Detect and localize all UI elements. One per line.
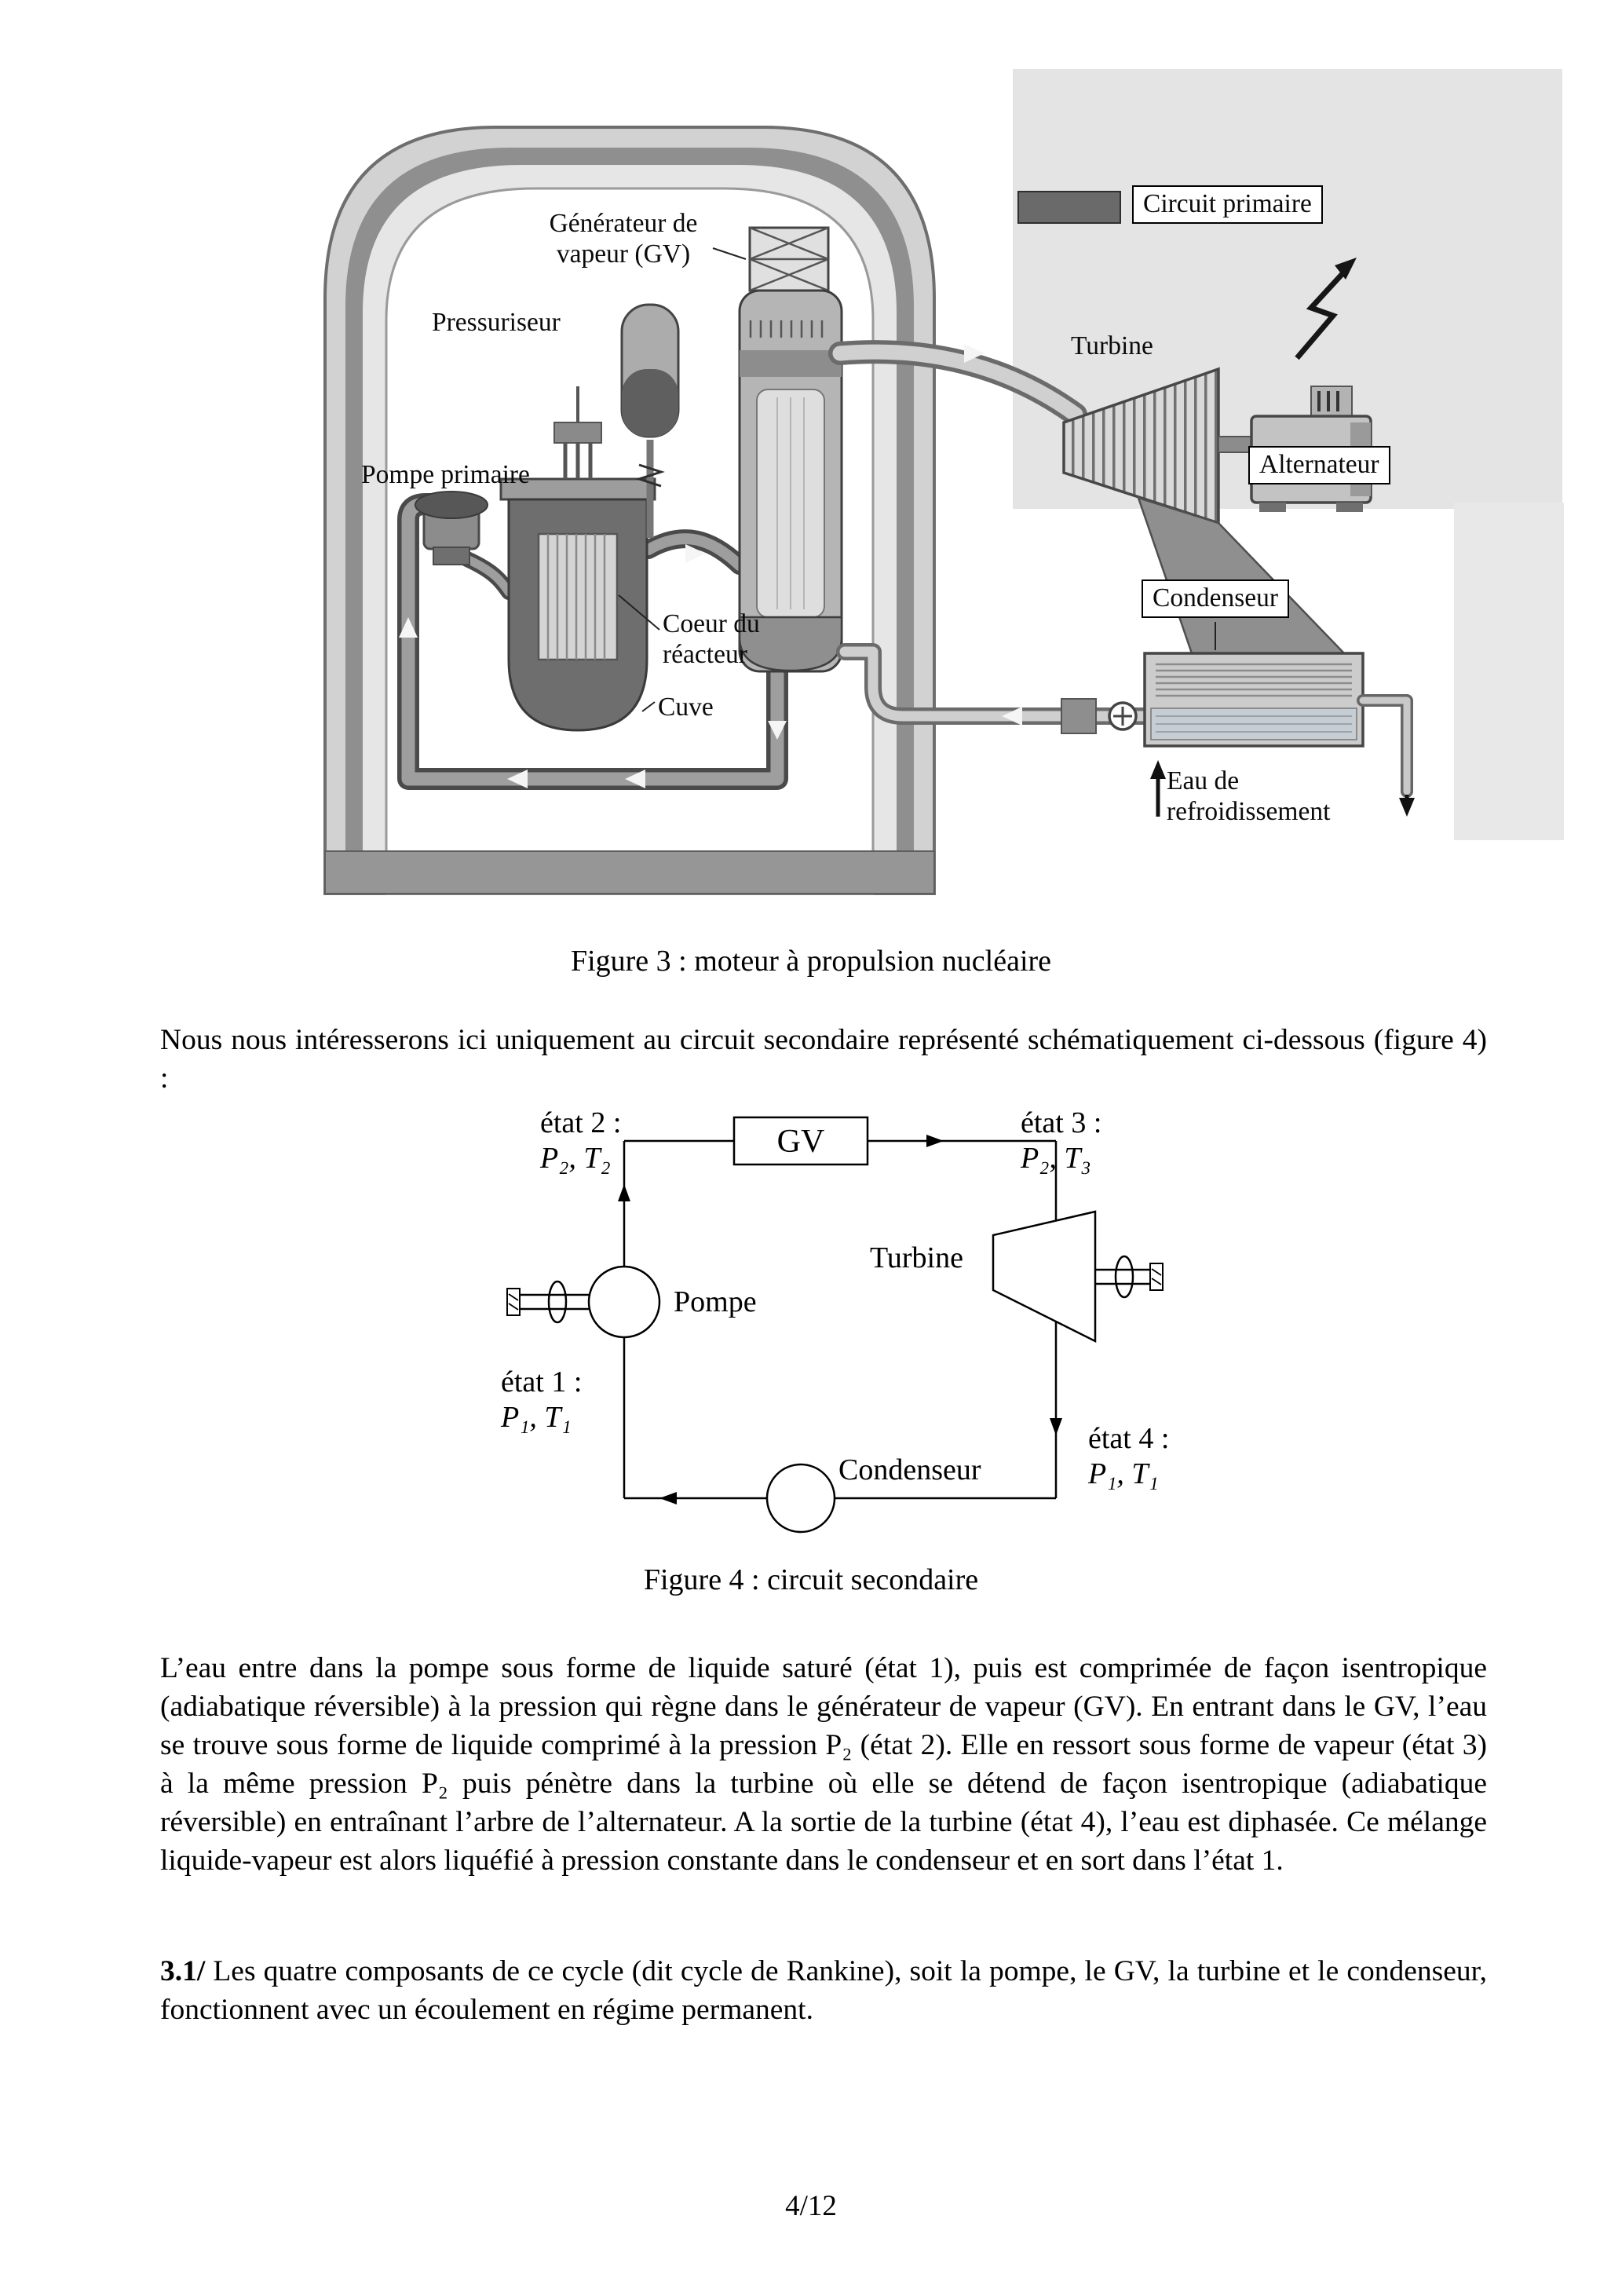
lightning-arrow bbox=[1297, 258, 1357, 358]
gv-box bbox=[734, 1117, 868, 1164]
label-line: P₂, T₃ bbox=[1021, 1141, 1091, 1175]
label-line: Eau de bbox=[1167, 766, 1240, 795]
rotation-arrow bbox=[1116, 1256, 1133, 1297]
section-number: 3.1/ bbox=[160, 1954, 206, 1987]
label-vessel: Cuve bbox=[658, 693, 714, 722]
label-state-1 bbox=[501, 1365, 582, 1435]
label-line: état 2 : bbox=[540, 1106, 622, 1139]
label-line: état 1 : bbox=[501, 1366, 583, 1398]
label-line: état 4 : bbox=[1088, 1422, 1170, 1455]
cooling-water-pipes bbox=[1363, 700, 1407, 792]
label-line: refroidissement bbox=[1167, 796, 1331, 826]
label-line: P₂, T₂ bbox=[540, 1141, 611, 1175]
body-paragraph: L’eau entre dans la pompe sous forme de liquide saturé (état 1), puis est comprimée de façon isentropique (adiabatique réversible) à la pression qui règne dans le générateur de vapeur (GV). En entrant dans le GV, l’eau se trouve sous forme de liquide comprimé à la pression P₂ (état 2). Elle en ressort sous forme de vapeur (état 3) à la même pression P₂ puis pénètre dans la turbine où elle se détend de façon isentropique (adiabatique réversible) en entraînant l’arbre de l’alternateur. A la sortie de la turbine (état 4), l’eau est diphasée. Ce mélange liquide-vapeur est alors liquéfié à pression constante dans le condenseur et en sort dans l’état 1. bbox=[160, 1651, 1487, 1877]
rotation-arrow bbox=[549, 1281, 566, 1322]
label-condenser: Condenseur bbox=[838, 1453, 981, 1486]
label-condenser: Condenseur bbox=[1142, 579, 1289, 618]
pump-symbol bbox=[507, 1267, 659, 1337]
label-reactor-core bbox=[663, 609, 760, 671]
figure4-caption: Figure 4 : circuit secondaire bbox=[643, 1563, 979, 1596]
figure4-diagram bbox=[440, 1106, 1193, 1559]
label-line: Générateur de bbox=[549, 209, 698, 238]
exhaust-duct bbox=[1138, 498, 1344, 653]
label-line: Coeur du bbox=[663, 609, 760, 638]
turbine-symbol bbox=[993, 1212, 1163, 1341]
intro-paragraph: Nous nous intéresserons ici uniquement au circuit secondaire représenté schématiquement ci-dessous (figure 4) : bbox=[160, 1023, 1487, 1095]
gv-box-label: GV bbox=[776, 1124, 825, 1160]
label-state-2 bbox=[540, 1106, 621, 1176]
section-text: Les quatre composants de ce cycle (dit cycle de Rankine), soit la pompe, le GV, la turbine et le condenseur, fonctionnent avec un écoulement en régime permanent. bbox=[160, 1954, 1487, 2026]
legend-swatch-primary-circuit bbox=[1018, 192, 1120, 223]
label-line: P₁, T₁ bbox=[501, 1400, 572, 1434]
turbine-shaft bbox=[1218, 437, 1251, 452]
containment-floor bbox=[325, 851, 934, 894]
condenser-symbol bbox=[767, 1464, 835, 1532]
label-pressurizer: Pressuriseur bbox=[432, 308, 561, 337]
label-steam-generator bbox=[534, 209, 713, 270]
reactor-core bbox=[539, 534, 617, 660]
label-line: état 3 : bbox=[1021, 1106, 1102, 1139]
label-cooling-water bbox=[1167, 766, 1330, 828]
label-turbine: Turbine bbox=[1071, 331, 1153, 360]
condenser-box bbox=[1145, 653, 1383, 746]
label-state-4 bbox=[1088, 1421, 1169, 1492]
label-line: réacteur bbox=[663, 639, 747, 669]
figure3-diagram bbox=[306, 110, 1452, 927]
turbine-shape bbox=[1064, 369, 1251, 523]
label-line: P₁, T₁ bbox=[1088, 1457, 1159, 1490]
pump-shaft bbox=[507, 1281, 589, 1322]
page-number: 4/12 bbox=[785, 2190, 837, 2222]
label-alternator: Alternateur bbox=[1248, 446, 1390, 484]
turbine-shaft bbox=[1095, 1256, 1163, 1297]
label-pump: Pompe bbox=[674, 1285, 757, 1318]
label-line: vapeur (GV) bbox=[556, 239, 691, 269]
label-state-3 bbox=[1021, 1106, 1101, 1176]
steam-generator bbox=[740, 228, 842, 671]
figure3-caption: Figure 3 : moteur à propulsion nucléaire bbox=[570, 945, 1052, 978]
scan-artifact bbox=[1454, 503, 1564, 840]
label-turbine: Turbine bbox=[870, 1241, 963, 1274]
label-primary-circuit: Circuit primaire bbox=[1132, 185, 1323, 224]
section-3-1-paragraph bbox=[160, 1952, 1487, 2029]
label-primary-pump: Pompe primaire bbox=[361, 460, 530, 489]
